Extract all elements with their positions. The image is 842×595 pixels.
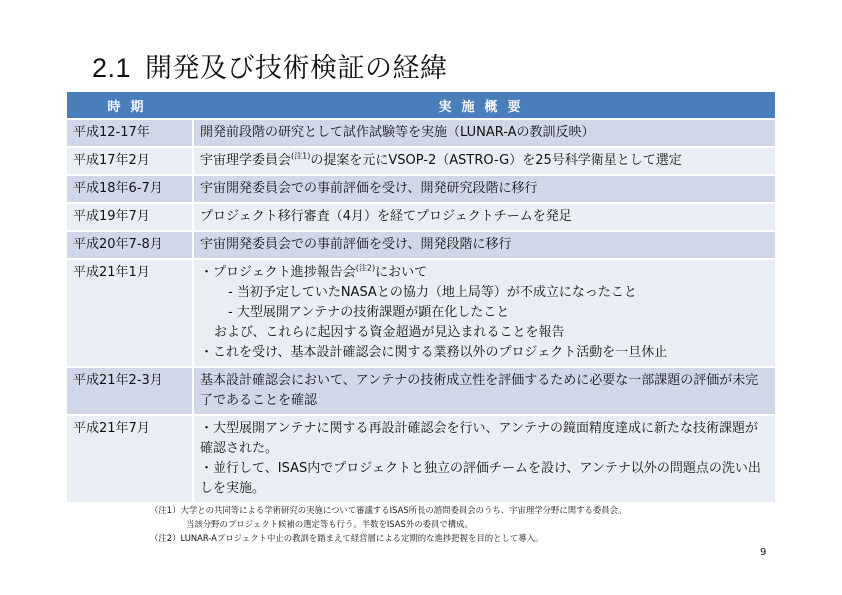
- footnote-1: （注1）大学との共同等による学術研究の実施について審議するISAS所長の諮問委員会のうち、宇宙理学分野に関する委員会。: [150, 505, 627, 515]
- summary-cell: [194, 148, 775, 176]
- summary-cell: [194, 232, 775, 260]
- section-title: 開発及び技術検証の経緯: [145, 53, 448, 84]
- table-row: [67, 368, 775, 416]
- section-number: 2.1: [92, 53, 132, 83]
- summary-line: ・これを受け、基本設計確認会に関する業務以外のプロジェクト活動を一旦休止: [200, 345, 668, 360]
- summary-subline: および、これらに起因する資金超過が見込まれることを報告: [214, 325, 565, 340]
- period-cell: 平成21年2-3月: [67, 368, 194, 416]
- period-cell: 平成19年7月: [67, 204, 194, 232]
- footnotes: [150, 503, 626, 545]
- summary-cell: [194, 416, 775, 504]
- page-number: 9: [760, 547, 767, 558]
- table-header-row: [67, 92, 775, 120]
- header-period: 時期: [67, 92, 194, 120]
- summary-cell: [194, 204, 775, 232]
- table-row: [67, 176, 775, 204]
- period-cell: 平成12-17年: [67, 120, 194, 148]
- summary-line: 宇宙開発委員会での事前評価を受け、開発研究段階に移行: [200, 181, 538, 196]
- summary-line: プロジェクト移行審査（4月）を経てプロジェクトチームを発足: [200, 209, 572, 224]
- period-cell: 平成20年7-8月: [67, 232, 194, 260]
- summary-line: 開発前段階の研究として試作試験等を実施（LUNAR-Aの教訓反映）: [200, 125, 595, 140]
- summary-subline: - 当初予定していたNASAとの協力（地上局等）が不成立になったこと: [228, 285, 637, 300]
- history-table: [67, 92, 775, 504]
- table-row: [67, 260, 775, 368]
- summary-line: ・並行して、ISAS内でプロジェクトと独立の評価チームを設け、アンテナ以外の問題点の洗い出しを実施。: [200, 461, 761, 496]
- summary-cell: [194, 368, 775, 416]
- summary-line: 宇宙理学委員会$^{(注1)}$の提案を元にVSOP-2（ASTRO-G）を25号科学衛星として選定: [200, 151, 682, 168]
- summary-cell: [194, 176, 775, 204]
- period-cell: 平成18年6-7月: [67, 176, 194, 204]
- table-row: [67, 148, 775, 176]
- footnote-2: （注2）LUNAR-Aプロジェクト中止の教訓を踏まえて経営層による定期的な進捗把握を目的として導入。: [150, 533, 544, 543]
- table-row: [67, 204, 775, 232]
- period-cell: 平成21年1月: [67, 260, 194, 368]
- summary-line: ・大型展開アンテナに関する再設計確認会を行い、アンテナの鏡面精度達成に新たな技術課題が確認された。: [200, 421, 758, 456]
- table-row: [67, 120, 775, 148]
- summary-cell: [194, 260, 775, 368]
- period-cell: 平成21年7月: [67, 416, 194, 504]
- summary-subline: - 大型展開アンテナの技術課題が顕在化したこと: [228, 305, 510, 320]
- summary-line: ・プロジェクト進捗報告会$^{(注2)}$において: [200, 263, 428, 280]
- summary-line: 基本設計確認会において、アンテナの技術成立性を評価するために必要な一部課題の評価が未完了であることを確認: [200, 373, 759, 408]
- footnote-marker: (注1): [291, 151, 311, 161]
- summary-cell: [194, 120, 775, 148]
- footnote-1-cont: 当該分野のプロジェクト候補の選定等も行う。半数をISAS外の委員で構成。: [186, 519, 473, 529]
- header-summary: 実施概要: [194, 92, 775, 120]
- page-title: [92, 46, 448, 85]
- table-row: [67, 416, 775, 504]
- footnote-marker: (注2): [355, 263, 376, 273]
- period-cell: 平成17年2月: [67, 148, 194, 176]
- table-row: [67, 232, 775, 260]
- summary-line: 宇宙開発委員会での事前評価を受け、開発段階に移行: [200, 237, 512, 252]
